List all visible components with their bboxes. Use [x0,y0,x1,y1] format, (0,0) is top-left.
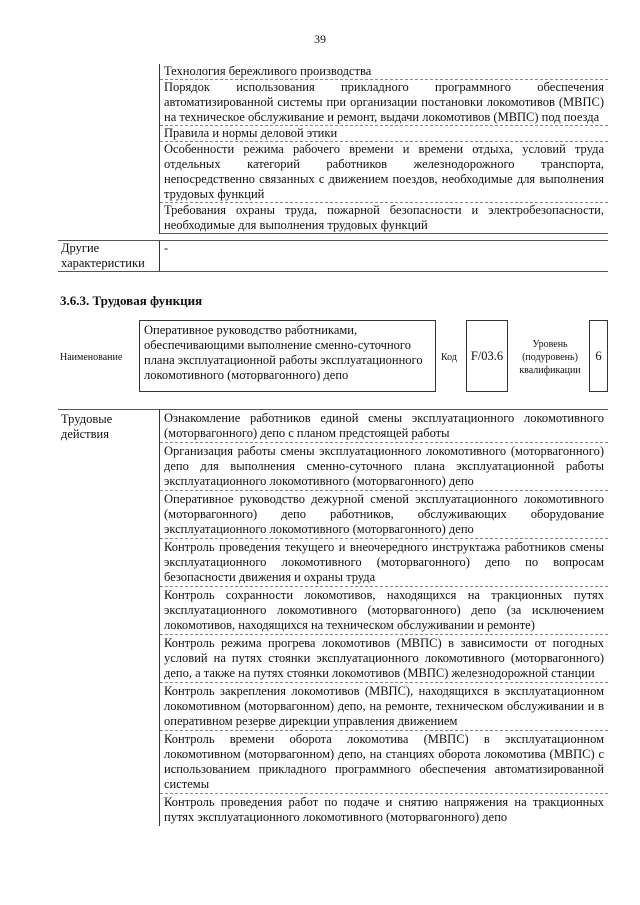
knowledge-item: Порядок использования прикладного программного обеспечения автоматизированной системы при организации постановки локомотивов (МВПС) на техническое обслуживание и ремонт, выдачи локомотивов (МВПС) под поезда [160,80,608,126]
knowledge-item: Технология бережливого производства [160,64,608,80]
labor-actions-list [160,409,608,826]
level-value: 6 [589,320,608,392]
other-characteristics-value: - [160,240,608,272]
function-name: Оперативное руководство работниками, обеспечивающими выполнение сменно-суточного плана эксплуатационной работы эксплуатационного локомотивного (моторвагонного) депо [139,320,436,392]
knowledge-row [58,64,608,234]
section-title: 3.6.3. Трудовая функция [60,293,203,308]
labor-action-item: Контроль проведения работ по подаче и снятию напряжения на тракционных путях эксплуатационного локомотивного (моторвагонного) депо [164,795,604,824]
knowledge-label-cell [58,64,160,234]
name-label: Наименование [60,352,123,363]
other-characteristics-label: Другие характеристики [58,240,160,272]
labor-action-item: Ознакомление работников единой смены эксплуатационного локомотивного (моторвагонного) депо с планом предстоящей работы [160,410,608,443]
code-value: F/03.6 [466,320,508,392]
labor-action-item: Контроль режима прогрева локомотивов (МВПС) в зависимости от погодных условий на путях стоянки эксплуатационного локомотивного (моторвагонного) депо, а также на путях стоянки локомотивов (МВПС) железнодорожной станции [160,635,608,683]
labor-action-item: Контроль закрепления локомотивов (МВПС), находящихся в эксплуатационном локомотивном (моторвагонном) депо, на ремонте, техническом обслуживании и в оперативном резерве дирекции управления движением [160,683,608,731]
knowledge-item: Особенности режима рабочего времени и времени отдыха, условий труда отдельных категорий работников железнодорожного транспорта, непосредственно связанных с движением поездов, необходимые для выполнения трудовых функций [160,142,608,203]
labor-action-item: Контроль сохранности локомотивов, находящихся на тракционных путях эксплуатационного локомотивного (моторвагонного) депо (за исключением локомотивов, находящихся на техническом обслуживании и ремонте) [160,587,608,635]
labor-action-item: Контроль проведения текущего и внеочередного инструктажа работников смены эксплуатационного локомотивного (моторвагонного) депо по вопросам безопасности движения и охраны труда [160,539,608,587]
labor-action-item: Контроль времени оборота локомотива (МВПС) в эксплуатационном локомотивном (моторвагонном) депо, на станциях оборота локомотива (МВПС) с использованием прикладного программного обеспечения автоматизированной системы [160,731,608,794]
code-label: Код [441,352,457,363]
labor-actions-table [58,409,608,826]
page-number: 39 [314,32,326,46]
level-label: Уровень (подуровень) квалификации [519,339,581,376]
knowledge-table [58,64,608,272]
labor-action-item: Организация работы смены эксплуатационного локомотивного (моторвагонного) депо для выполнения сменно-суточного плана эксплуатационной работы эксплуатационного локомотивного (моторвагонного) депо [160,443,608,491]
labor-actions-label: Трудовые действия [58,409,160,826]
knowledge-item: Правила и нормы деловой этики [160,126,608,142]
labor-action-item: Оперативное руководство дежурной сменой эксплуатационного локомотивного (моторвагонного) депо работников, обслуживающих оборудование эксплуатационного локомотивного (моторвагонного) депо [160,491,608,539]
other-characteristics-row [58,240,608,272]
knowledge-item: Требования охраны труда, пожарной безопасности и электробезопасности, необходимые для выполнения трудовых функций [160,203,608,234]
